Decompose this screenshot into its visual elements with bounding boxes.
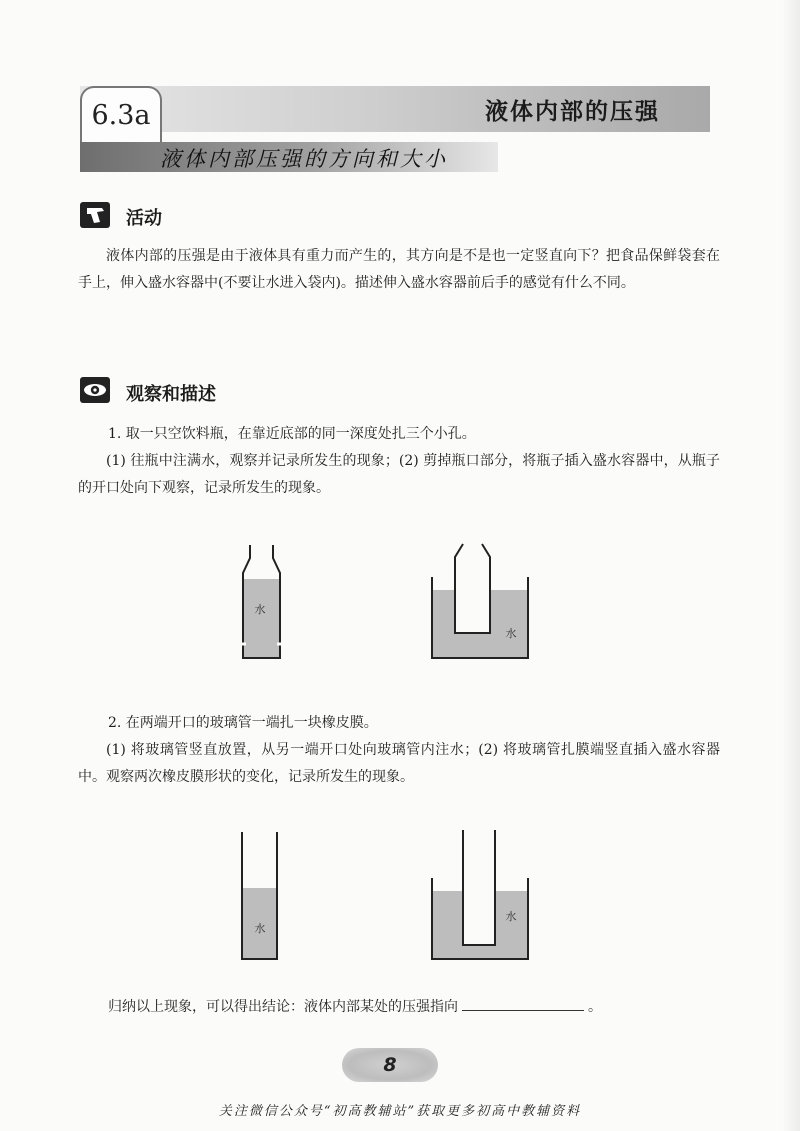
eye-icon bbox=[80, 377, 110, 403]
section-number: 6.3a bbox=[80, 86, 162, 142]
page-title: 液体内部的压强 bbox=[485, 99, 660, 125]
water-label: 水 bbox=[254, 603, 266, 616]
glass-tube-figure bbox=[236, 828, 286, 963]
bottle-water bbox=[244, 579, 279, 658]
container-bottle-figure bbox=[425, 540, 535, 665]
page-number: 8 bbox=[383, 1054, 397, 1076]
item-1-title: 1. 取一只空饮料瓶，在靠近底部的同一深度处扎三个小孔。 bbox=[108, 426, 476, 442]
activity-heading: 活动 bbox=[126, 208, 162, 229]
bottle-figure bbox=[236, 540, 296, 665]
tube-in-container-figure bbox=[425, 828, 535, 963]
water-label: 水 bbox=[505, 910, 517, 923]
page-edge-shadow bbox=[782, 0, 800, 1131]
hand-icon bbox=[80, 202, 110, 228]
item-2-steps: (1) 将玻璃管竖直放置，从另一端开口处向玻璃管内注水；(2) 将玻璃管扎膜端竖直插入盛水容器中。观察两次橡皮膜形状的变化，记录所发生的现象。 bbox=[78, 742, 720, 785]
answer-blank[interactable] bbox=[462, 996, 584, 1011]
water-label: 水 bbox=[505, 627, 517, 640]
tube-interior bbox=[464, 830, 495, 945]
bottle-interior bbox=[454, 560, 490, 633]
conclusion bbox=[108, 994, 720, 1021]
item-2-title: 2. 在两端开口的玻璃管一端扎一块橡皮膜。 bbox=[108, 715, 378, 731]
conclusion-prefix: 归纳以上现象，可以得出结论：液体内部某处的压强指向 bbox=[108, 999, 458, 1015]
page-subtitle: 液体内部压强的方向和大小 bbox=[160, 147, 448, 171]
activity-text: 液体内部的压强是由于液体具有重力而产生的，其方向是不是也一定竖直向下？把食品保鲜袋套在手上，伸入盛水容器中(不要让水进入袋内)。描述伸入盛水容器前后手的感觉有什么不同。 bbox=[78, 248, 720, 291]
observe-heading: 观察和描述 bbox=[126, 384, 216, 405]
item-1-steps: (1) 往瓶中注满水，观察并记录所发生的现象；(2) 剪掉瓶口部分，将瓶子插入盛水容器中，从瓶子的开口处向下观察，记录所发生的现象。 bbox=[78, 453, 720, 496]
footer-note: 关注微信公众号“初高教辅站”获取更多初高中教辅资料 bbox=[218, 1104, 582, 1119]
water-label: 水 bbox=[254, 922, 266, 935]
conclusion-suffix: 。 bbox=[588, 999, 602, 1015]
